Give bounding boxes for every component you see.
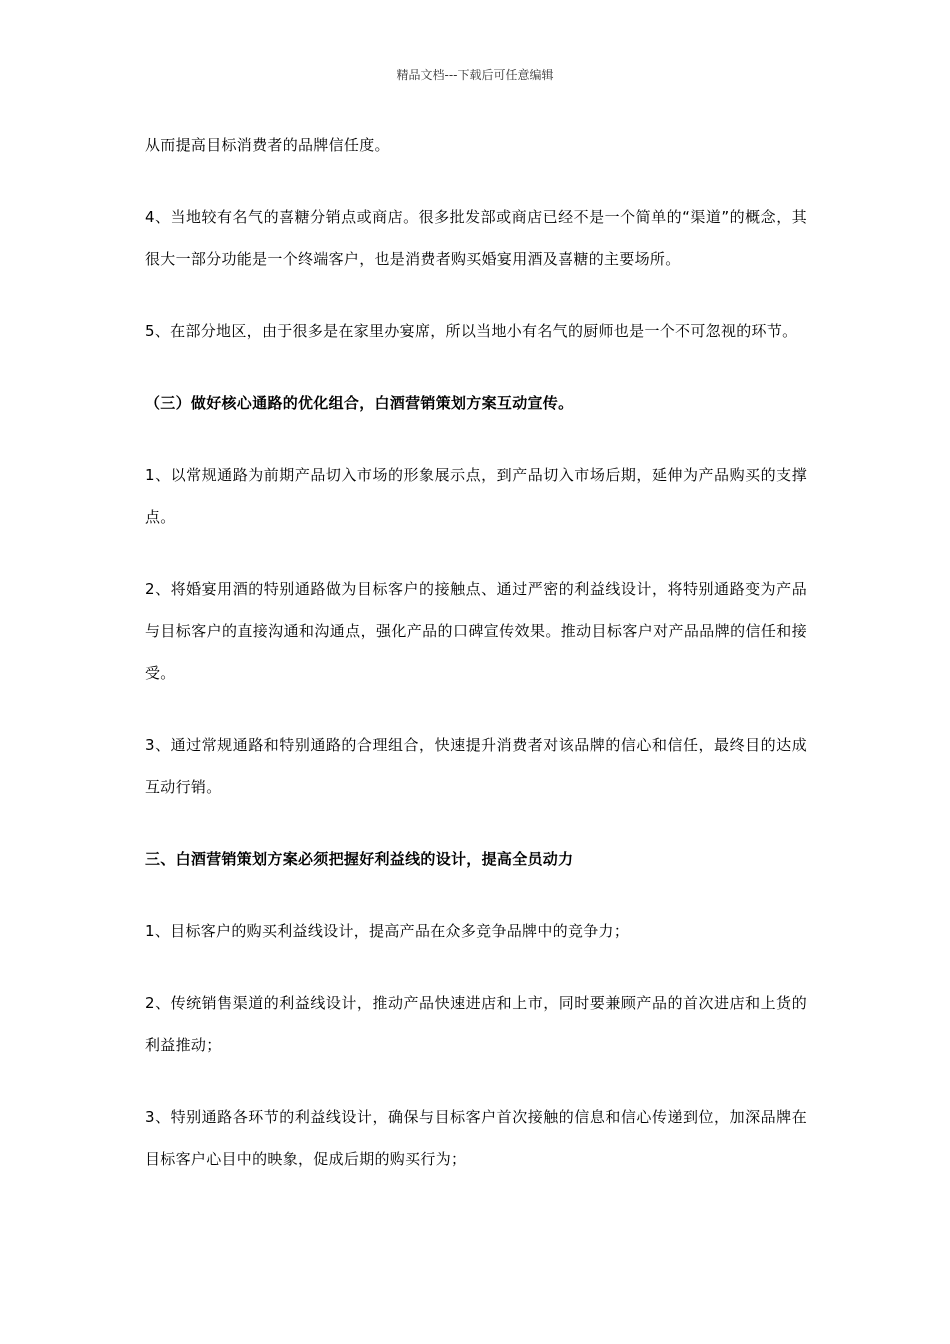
paragraph: 2、将婚宴用酒的特别通路做为目标客户的接触点、通过严密的利益线设计，将特别通路变为产品与目标客户的直接沟通和沟通点，强化产品的口碑宣传效果。推动目标客户对产品品牌的信任和接受。 xyxy=(145,580,807,682)
paragraph: 5、在部分地区，由于很多是在家里办宴席，所以当地小有名气的厨师也是一个不可忽视的环节。 xyxy=(145,322,798,340)
section-heading: （三）做好核心通路的优化组合，白酒营销策划方案互动宣传。 xyxy=(145,394,574,412)
paragraph: 3、通过常规通路和特别通路的合理组合，快速提升消费者对该品牌的信心和信任，最终目的达成互动行销。 xyxy=(145,736,807,796)
paragraph: 4、当地较有名气的喜糖分销点或商店。很多批发部或商店已经不是一个简单的“渠道”的概念，其很大一部分功能是一个终端客户，也是消费者购买婚宴用酒及喜糖的主要场所。 xyxy=(145,208,807,268)
page-header: 精品文档---下载后可任意编辑 xyxy=(396,68,554,82)
paragraph: 3、特别通路各环节的利益线设计，确保与目标客户首次接触的信息和信心传递到位，加深品牌在目标客户心目中的映象，促成后期的购买行为； xyxy=(145,1108,807,1168)
paragraph: 从而提高目标消费者的品牌信任度。 xyxy=(145,136,390,154)
document-body xyxy=(145,124,807,1180)
paragraph: 2、传统销售渠道的利益线设计，推动产品快速进店和上市，同时要兼顾产品的首次进店和上货的利益推动； xyxy=(145,994,807,1054)
section-heading: 三、白酒营销策划方案必须把握好利益线的设计，提高全员动力 xyxy=(145,850,574,868)
paragraph: 1、目标客户的购买利益线设计，提高产品在众多竞争品牌中的竞争力； xyxy=(145,922,630,940)
paragraph: 1、以常规通路为前期产品切入市场的形象展示点，到产品切入市场后期，延伸为产品购买的支撑点。 xyxy=(145,466,807,526)
